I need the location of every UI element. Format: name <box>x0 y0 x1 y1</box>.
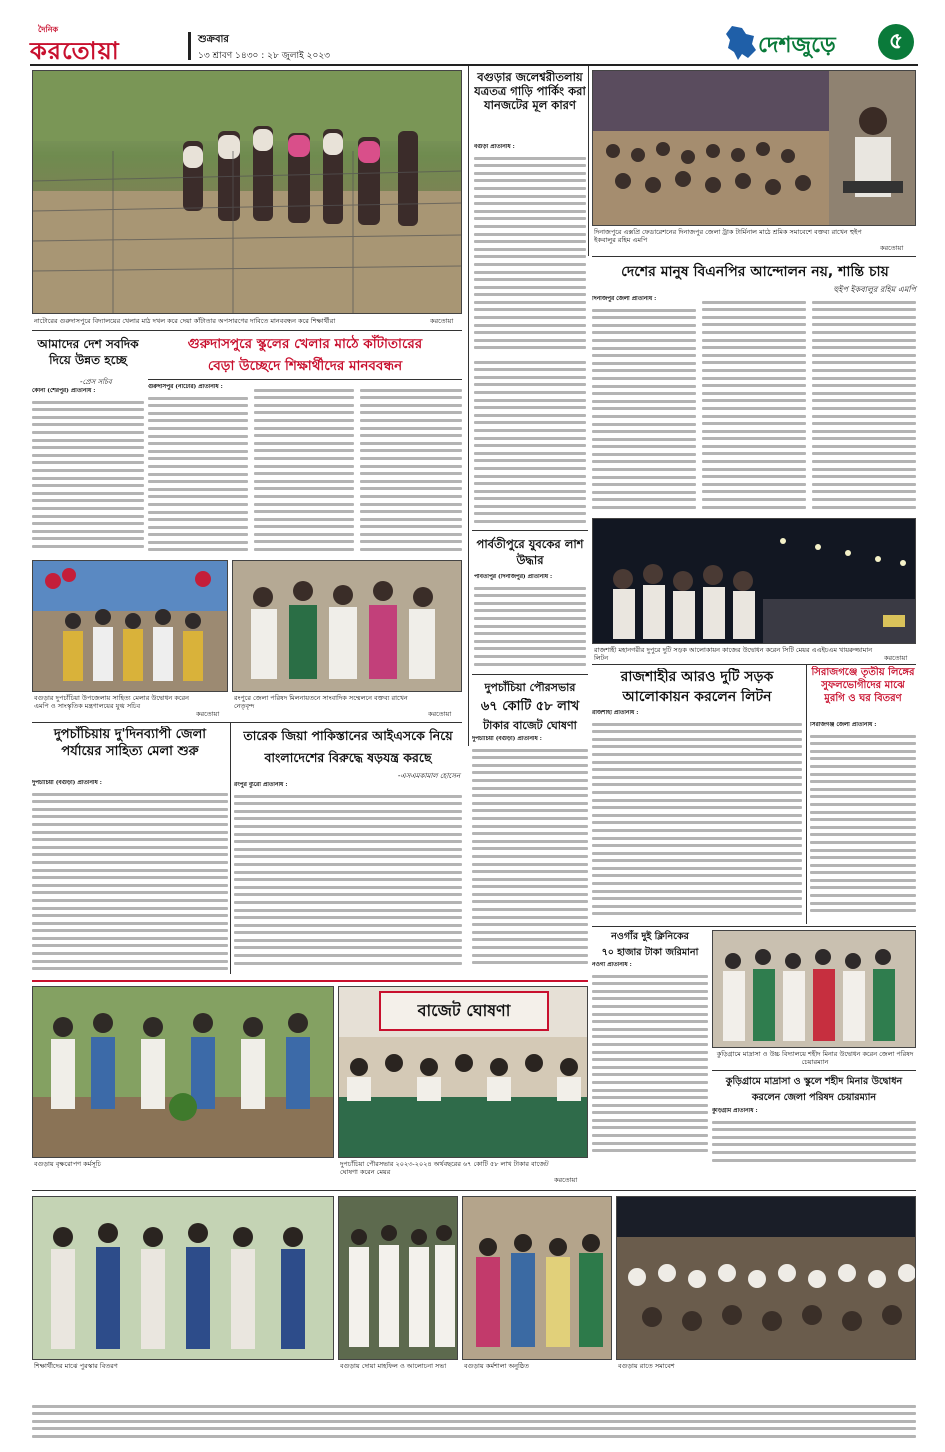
fence-headline-box <box>148 330 462 380</box>
martyr-photo-caption: কুড়িগ্রামে মাদ্রাসা ও উচ্চ বিদ্যালয়ে শহীদ মিনার উদ্বোধন করেন জেলা পরিষদ চেয়ারম্যান <box>716 1050 914 1066</box>
budget-photo-credit: করতোয়া <box>554 1176 578 1184</box>
tree-planting-image <box>33 987 334 1158</box>
fine-headline-line1: নওগাঁর দুই ক্লিনিকের <box>611 931 689 942</box>
martyr-headline-line2: করলেন জেলা পরিষদ চেয়ারম্যান <box>751 1092 877 1103</box>
conspiracy-byline: -এসএমকামাল হোসেন <box>397 772 460 780</box>
workshop-image <box>463 1197 612 1360</box>
parking-headline: বগুড়ার জলেশ্বরীতলায় যত্রতত্র গাড়ি পার্কিং করা যানজটের মূল কারণ <box>474 70 586 112</box>
fence-photo-credit: করতোয়া <box>430 317 454 325</box>
brand-small: দৈনিক <box>38 25 59 34</box>
masthead-divider <box>188 32 191 60</box>
dinajpur-rally-photo <box>592 70 916 226</box>
parking-text-lines <box>474 152 586 350</box>
fence-scene-image <box>33 71 462 314</box>
school-award-photo <box>32 1196 334 1360</box>
night-rally-photo <box>616 1196 916 1360</box>
press-conf-photo-credit: করতোয়া <box>428 710 452 718</box>
budget-headline-line2: ৬৭ কোটি ৫৮ লাখ <box>480 699 580 714</box>
conspiracy-dateline: রংপুর ব্যুরো প্রতিনিধি : <box>234 782 288 788</box>
martyr-dateline: কুড়িগ্রাম প্রতিনিধি : <box>712 1108 758 1114</box>
rule-rajshahi-top <box>592 664 916 665</box>
fence-protest-photo <box>32 70 462 314</box>
night-rally-caption: বগুড়ায় রাতে সমাবেশ <box>618 1362 675 1370</box>
youth-headline: পার্বতীপুরে যুবকের লাশ উদ্ধার <box>476 537 584 567</box>
masthead-rule <box>30 64 918 66</box>
budget-announcement-photo <box>338 986 588 1158</box>
rule-fine-top <box>592 926 916 927</box>
fence-headline-line2: বেড়া উচ্ছেদে শিক্ষার্থীদের মানববন্ধন <box>207 358 403 374</box>
peace-dateline: দিনাজপুর জেলা প্রতিনিধি : <box>592 296 657 302</box>
peace-lines-col2 <box>702 296 806 514</box>
bangladesh-map-icon <box>724 24 758 62</box>
fence-lines-col2 <box>254 384 354 556</box>
rule-budget-top <box>472 674 588 675</box>
rally-scene-image <box>593 71 916 226</box>
parking-dateline: বগুড়া প্রতিনিধি : <box>474 144 515 150</box>
bottom-text-lines <box>32 1400 916 1444</box>
pm-dateline: কোনা (শেরপুর) প্রতিনিধি : <box>32 388 96 394</box>
conspiracy-text-lines <box>234 790 462 974</box>
page-number-badge <box>878 24 914 60</box>
budget-dateline: দুপচাঁচিয়া (বগুড়া) প্রতিনিধি : <box>472 736 542 742</box>
rule-lit-top <box>32 722 462 723</box>
sirajganj-headline: সিরাজগঞ্জে তৃতীয় লিঙ্গের সুফলভোগীদের মাঝে মুরগি ও ঘর বিতরণ <box>811 667 915 704</box>
meeting-caption: বগুড়ায় দোয়া মাহফিল ও আলোচনা সভা <box>340 1362 447 1370</box>
rule-col-right <box>588 66 589 256</box>
budget-banner <box>379 991 549 1031</box>
fence-dateline: গুরুদাসপুর (নাটোর) প্রতিনিধি : <box>148 384 223 390</box>
fine-headline-line2: ৭০ হাজার টাকা জরিমানা <box>601 947 699 958</box>
martyr-text-lines <box>712 1116 916 1162</box>
budget-text-lines <box>472 744 588 972</box>
rajshahi-text-lines <box>592 718 802 922</box>
monument-scene-image <box>713 931 916 1048</box>
lit-fair-text-lines <box>32 788 228 974</box>
peace-byline: হুইপ ইকবালুর রহিম এমপি <box>833 285 916 294</box>
rule-sirajganj <box>806 664 807 924</box>
section-name: দেশজুড়ে <box>758 33 836 58</box>
rule-peace-top <box>592 256 916 257</box>
meeting-photo <box>338 1196 458 1360</box>
lit-fair-photo-credit: করতোয়া <box>196 710 220 718</box>
rajshahi-road-photo <box>592 518 916 644</box>
fence-lines-col1 <box>148 392 248 556</box>
peace-lines-col3 <box>812 296 916 514</box>
rule-youth-top <box>472 530 588 531</box>
budget-photo-caption: দুপচাঁচিয়া পৌরসভার ২০২৩-২০২৪ অর্থবছরের ৬৭ কোটি ৫৮ লাখ টাকার বাজেট ঘোষণা করেন মেয়র <box>340 1160 549 1176</box>
pm-headline: আমাদের দেশ সবদিক দিয়ে উন্নত হচ্ছে <box>37 337 139 367</box>
brand-logo: করতোয়া <box>30 36 120 65</box>
rule-bottom-top <box>32 1190 916 1191</box>
pm-byline: -প্রেস সচিব <box>80 378 112 386</box>
lit-fair-headline: দুপচাঁচিয়ায় দু'দিনব্যাপী জেলা পর্যায়ের সাহিত্য মেলা শুরু <box>53 727 207 759</box>
sirajganj-text-lines <box>810 730 916 922</box>
night-rally-image <box>617 1197 916 1360</box>
budget-meeting-image <box>339 1037 588 1158</box>
masthead-date: ১৩ শ্রাবণ ১৪৩০ : ২৮ জুলাই ২০২৩ <box>198 51 331 61</box>
martyr-headline-line1: কুড়িগ্রামে মাদ্রাসা ও স্কুলে শহীদ মিনার উদ্বোধন <box>725 1076 903 1087</box>
conspiracy-headline-line2: বাংলাদেশের বিরুদ্ধে ষড়যন্ত্র করছে <box>264 750 432 765</box>
road-lights-image <box>593 519 916 644</box>
peace-headline: দেশের মানুষ বিএনপির আন্দোলন নয়, শান্তি চায় <box>621 264 889 280</box>
dinajpur-photo-caption: দিনাজপুরে এক্সপ্রি ফেডারেশনের দিনাজপুর জেলা ট্রাক টার্মিনাল মাঠে শ্রমিক সমাবেশে বক্তব্য রাখেন হুইপ ইকবালুর রহিম এমপি <box>594 228 862 244</box>
martyr-monument-photo <box>712 930 916 1048</box>
page-number: ৫ <box>888 29 904 54</box>
fence-headline-line1: গুরুদাসপুরে স্কুলের খেলার মাঠে কাঁটাতারের <box>187 336 423 352</box>
rule-martyr-top <box>712 1070 916 1071</box>
rajshahi-dateline: রাজশাহী প্রতিনিধি : <box>592 710 639 716</box>
rajshahi-headline-line2: আলোকায়ন করলেন লিটন <box>622 689 772 705</box>
red-band-divider <box>32 980 588 982</box>
lit-fair-dateline: দুপচাঁচিয়া (বগুড়া) প্রতিনিধি : <box>32 780 102 786</box>
masthead <box>0 0 945 66</box>
rajshahi-photo-credit: করতোয়া <box>884 654 908 662</box>
lit-fair-photo <box>32 560 228 692</box>
youth-dateline: পার্বতীপুর (দিনাজপুর) প্রতিনিধি : <box>474 574 553 580</box>
pm-text-lines <box>32 396 144 556</box>
rule-lit-conspiracy <box>230 722 231 974</box>
budget-banner-text: বাজেট ঘোষণা <box>417 1001 511 1020</box>
press-conf-photo <box>232 560 462 692</box>
dinajpur-photo-credit: করতোয়া <box>880 244 904 252</box>
lit-fair-image <box>33 561 228 692</box>
rajshahi-photo-caption: রাজশাহী মহানগরীর দুপুরে দুটি সড়ক আলোকায়ন কাজের উদ্বোধন করেন সিটি মেয়র এএইচএম খায়রুজ্জামান লিটন <box>594 646 873 662</box>
school-award-caption: শিক্ষার্থীদের মাঝে পুরস্কার বিতরণ <box>34 1362 118 1370</box>
fence-lines-col3 <box>360 384 462 556</box>
conspiracy-headline-line1: তারেক জিয়া পাকিস্তানের আইএসকে নিয়ে <box>243 728 453 743</box>
women-workshop-photo <box>462 1196 612 1360</box>
fence-photo-caption: নাটোরের গুরুদাসপুরে বিদ্যালয়ের খেলার মাঠ দখল করে দেয়া কাঁটাতার অপসারণের দাবিতে মানববন্ধন করে শিক্ষার্থীরা <box>34 317 336 325</box>
tree-planting-photo <box>32 986 334 1158</box>
fine-text-lines <box>592 970 708 1162</box>
masthead-weekday: শুক্রবার <box>198 34 229 45</box>
school-award-image <box>33 1197 334 1360</box>
budget-headline-line3: টাকার বাজেট ঘোষণা <box>483 719 577 732</box>
fine-dateline: নওগাঁ প্রতিনিধি : <box>592 962 632 968</box>
rajshahi-headline-line1: রাজশাহীর আরও দুটি সড়ক <box>620 669 774 685</box>
press-conf-photo-caption: রংপুরে জেলা পরিষদ মিলনায়তনে সাংবাদিক সম্মেলনে বক্তব্য রাখেন নেতৃবৃন্দ <box>234 694 408 710</box>
lit-fair-photo-caption: বগুড়ার দুপচাঁচিয়া উপজেলায় সাহিত্য মেলার উদ্বোধন করেন এমপি ও সাংস্কৃতিক মন্ত্রণালয়ের যুগ্ম সচিব <box>34 694 189 710</box>
youth-text-lines <box>474 582 586 670</box>
sirajganj-dateline: সিরাজগঞ্জ জেলা প্রতিনিধি : <box>810 722 877 728</box>
women-workshop-caption: বগুড়ায় কর্মশালা অনুষ্ঠিত <box>464 1362 529 1370</box>
rule-col-mid <box>468 66 469 746</box>
budget-headline-line1: দুপচাঁচিয়া পৌরসভার <box>484 681 576 694</box>
peace-lines-col1 <box>592 304 696 514</box>
press-conf-image <box>233 561 462 692</box>
meeting-image <box>339 1197 458 1360</box>
tree-planting-caption: বগুড়ায় বৃক্ষরোপণ কর্মসূচি <box>34 1160 101 1168</box>
parking-lines-lower <box>474 356 586 524</box>
